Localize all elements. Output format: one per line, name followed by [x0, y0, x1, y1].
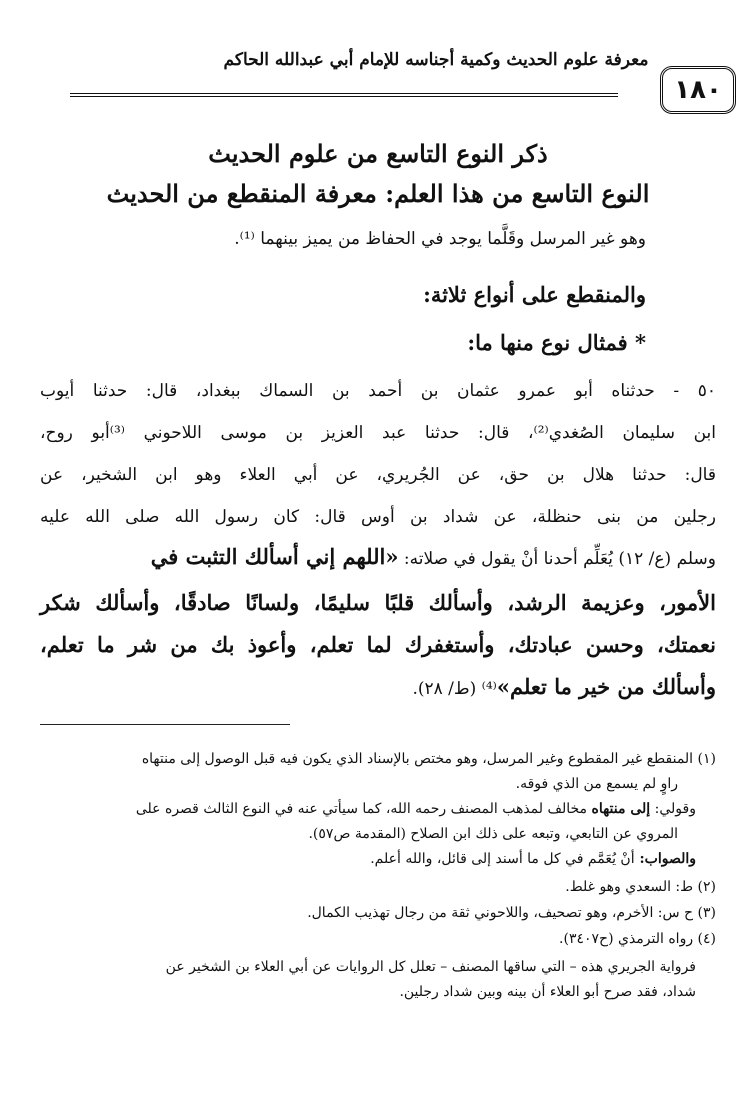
- footnote-1-line-3-a: وقولي:: [650, 801, 696, 817]
- header-rule: [70, 93, 618, 97]
- footnote-1-keyword: إلى منتهاه: [591, 801, 651, 817]
- footnote-1-line-4: المروي عن التابعي، وتبعه على ذلك ابن الصلاح (المقدمة ص٥٧).: [308, 826, 678, 842]
- hadith-line-5: [40, 544, 716, 572]
- types-heading: والمنقطع على أنواع ثلاثة:: [423, 282, 646, 307]
- hadith-line-3: قال: حدثنا هلال بن حق، عن الجُريري، عن أبي العلاء وهو ابن الشخير، عن: [40, 465, 716, 485]
- chapter-headings: [40, 134, 716, 214]
- hadith-line-4: رجلين من بنى حنظلة، عن شداد بن أوس قال: كان رسول الله صلى الله عليه: [40, 507, 716, 527]
- footnote-1-correct-label: والصواب:: [634, 851, 696, 867]
- prayer-line-3: [40, 674, 716, 702]
- example-heading: * فمثال نوع منها ما:: [467, 330, 646, 355]
- section-heading: النوع التاسع من هذا العلم: معرفة المنقطع من الحديث: [106, 179, 650, 208]
- footnote-4-note-line-1: فرواية الجريري هذه – التي ساقها المصنف – تعلل كل الروايات عن أبي العلاء بن الشخير عن: [165, 959, 696, 975]
- prayer-end: وأسألك من خير ما تعلم»: [496, 674, 716, 699]
- running-header-title: معرفة علوم الحديث وكمية أجناسه للإمام أبي عبدالله الحاكم: [223, 50, 649, 70]
- footnote-2: (٢) ط: السعدي وهو غلط.: [565, 879, 716, 895]
- hadith-line-1: ٥٠ - حدثناه أبو عمرو عثمان بن أحمد بن السماك ببغداد، قال: حدثنا أيوب: [40, 381, 716, 401]
- footnote-1-line-1: (١) المنقطع غير المقطوع وغير المرسل، وهو مختص بالإسناد الذي يكون فيه قبل الوصول إلى منتهاه: [141, 751, 716, 767]
- intro-text: وهو غير المرسل وقَلَّما يوجد في الحفاظ من يميز بينهما ⁽¹⁾.: [234, 229, 646, 249]
- footnote-separator: [40, 724, 290, 725]
- footnote-3: (٣) ح س: الأخرم، وهو تصحيف، واللاحوني ثقة من رجال تهذيب الكمال.: [307, 905, 716, 921]
- footnote-1-line-5-b: أنْ يُعَمَّم في كل ما أسند إلى قائل، والله أعلم.: [370, 851, 635, 867]
- footnote-1-line-2: راوٍ لم يسمع من الذي فوقه.: [515, 776, 678, 792]
- reference-mark: ⁽⁴⁾ (ط/ ٢٨).: [412, 679, 497, 699]
- hadith-line-5-text: وسلم (ع/ ١٢) يُعَلِّم أحدنا أنْ يقول في صلاته:: [398, 549, 716, 569]
- footnote-1-line-3: [40, 798, 696, 820]
- footnote-1-line-3-c: مخالف لمذهب المصنف رحمه الله، كما سيأتي عنه في النوع الثالث قصره على: [135, 801, 592, 817]
- footnote-4-note-line-2: شداد، فقد صرح أبو العلاء أن بينه وبين شداد رجلين.: [399, 984, 696, 1000]
- chapter-heading: ذكر النوع التاسع من علوم الحديث: [208, 139, 548, 168]
- footnote-4: (٤) رواه الترمذي (ح٣٤٠٧).: [559, 931, 716, 947]
- hadith-line-2: ابن سليمان الصُغدي⁽²⁾، قال: حدثنا عبد العزيز بن موسى اللاحوني ⁽³⁾أبو روح،: [40, 423, 716, 443]
- footnote-1-line-5: [40, 848, 696, 870]
- page-number-badge: ١٨٠: [660, 66, 736, 114]
- prayer-line-2: نعمتك، وحسن عبادتك، وأستغفرك لما تعلم، وأعوذ بك من شر ما تعلم،: [40, 632, 716, 657]
- prayer-start: «اللهم إني أسألك التثبت في: [150, 544, 399, 569]
- prayer-line-1: الأمور، وعزيمة الرشد، وأسألك قلبًا سليمًا، ولسانًا صادقًا، وأسألك شكر: [40, 590, 716, 615]
